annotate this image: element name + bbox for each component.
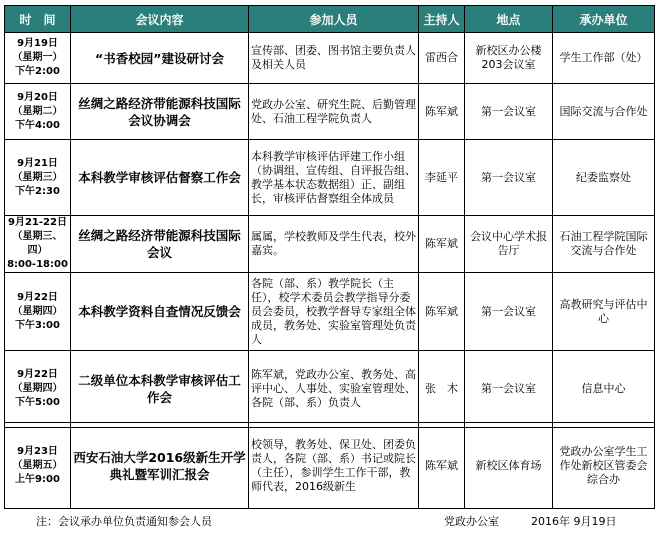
host-cell: 李延平 xyxy=(419,140,465,216)
table-row xyxy=(5,84,655,140)
time-cell xyxy=(5,216,71,273)
time-cell xyxy=(5,273,71,351)
place-cell: 第一会议室 xyxy=(465,351,553,428)
table-row xyxy=(5,140,655,216)
host-cell: 陈军斌 xyxy=(419,84,465,140)
attendees-cell: 宣传部、团委、图书馆主要负责人及相关人员 xyxy=(249,33,419,84)
organizer-cell: 党政办公室学生工作处新校区管委会综合办 xyxy=(553,423,655,509)
table-row xyxy=(5,351,655,428)
weekday: （星期三、四） xyxy=(12,231,63,256)
place-cell: 新校区体育场 xyxy=(465,423,553,509)
schedule-table xyxy=(4,5,655,428)
time-cell xyxy=(5,351,71,428)
meeting-cell: 西安石油大学2016级新生开学典礼暨军训汇报会 xyxy=(71,423,249,509)
weekday: （星期二） xyxy=(12,105,63,117)
clock-time: 8:00-18:00 xyxy=(7,259,68,270)
table-row xyxy=(5,423,655,509)
place-cell: 第一会议室 xyxy=(465,273,553,351)
meeting-cell: 丝绸之路经济带能源科技国际会议协调会 xyxy=(71,84,249,140)
footer-office: 党政办公室 xyxy=(444,515,499,528)
organizer-cell: 纪委监察处 xyxy=(553,140,655,216)
attendees-cell: 本科教学审核评估评建工作小组（协调组、宣传组、自评报告组、教学基本状态数据组）正、副组长，审核评估督察组全体成员 xyxy=(249,140,419,216)
date: 9月23日 xyxy=(17,445,58,457)
attendees-cell: 陈军斌，党政办公室、教务处、高评中心、人事处、实验室管理处、各院（部、系）负责人 xyxy=(249,351,419,428)
clock-time: 上午9:00 xyxy=(15,473,60,485)
weekday: （星期四） xyxy=(12,305,63,317)
header-row xyxy=(5,6,655,33)
place-cell: 新校区办公楼203会议室 xyxy=(465,33,553,84)
clock-time: 下午2:30 xyxy=(15,185,60,197)
header-time: 时 间 xyxy=(5,6,71,33)
attendees-cell: 各院（部、系）教学院长（主任），校学术委员会教学指导分委员会委员，校教学督导专家组全体成员，教务处、实验室管理处负责人 xyxy=(249,273,419,351)
clock-time: 下午5:00 xyxy=(15,397,60,408)
host-cell: 张 木 xyxy=(419,351,465,428)
attendees-cell: 党政办公室、研究生院、后勤管理处、石油工程学院负责人 xyxy=(249,84,419,140)
date: 9月21日 xyxy=(17,157,58,169)
time-cell xyxy=(5,423,71,509)
clock-time: 下午4:00 xyxy=(15,119,60,131)
header-meeting: 会议内容 xyxy=(71,6,249,33)
organizer-cell: 学生工作部（处） xyxy=(553,33,655,84)
host-cell: 陈军斌 xyxy=(419,423,465,509)
meeting-cell: 二级单位本科教学审核评估工作会 xyxy=(71,351,249,428)
meeting-cell: 丝绸之路经济带能源科技国际会议 xyxy=(71,216,249,273)
clock-time: 下午2:00 xyxy=(15,66,60,77)
table-row xyxy=(5,33,655,84)
organizer-cell: 国际交流与合作处 xyxy=(553,84,655,140)
date: 9月19日 xyxy=(17,38,58,49)
place-cell: 会议中心学术报告厅 xyxy=(465,216,553,273)
date: 9月21-22日 xyxy=(8,217,67,228)
place-cell: 第一会议室 xyxy=(465,140,553,216)
meeting-cell: 本科教学资料自查情况反馈会 xyxy=(71,273,249,351)
meeting-cell: “书香校园”建设研讨会 xyxy=(71,33,249,84)
weekday: （星期一） xyxy=(12,52,63,63)
time-cell xyxy=(5,33,71,84)
weekday: （星期五） xyxy=(12,459,63,471)
header-organizer: 承办单位 xyxy=(553,6,655,33)
date: 9月22日 xyxy=(17,291,58,303)
organizer-cell: 石油工程学院国际交流与合作处 xyxy=(553,216,655,273)
date: 9月22日 xyxy=(17,369,58,380)
organizer-cell: 高教研究与评估中心 xyxy=(553,273,655,351)
host-cell: 陈军斌 xyxy=(419,216,465,273)
header-place: 地点 xyxy=(465,6,553,33)
header-attendees: 参加人员 xyxy=(249,6,419,33)
attendees-cell: 属属，学校教师及学生代表，校外嘉宾。 xyxy=(249,216,419,273)
organizer-cell: 信息中心 xyxy=(553,351,655,428)
weekday: （星期四） xyxy=(12,383,63,394)
schedule-table-continued xyxy=(4,422,655,509)
date: 9月20日 xyxy=(17,91,58,103)
time-cell xyxy=(5,140,71,216)
table-row xyxy=(5,273,655,351)
host-cell: 陈军斌 xyxy=(419,273,465,351)
attendees-cell: 校领导，教务处、保卫处、团委负责人，各院（部、系）书记或院长（主任），参训学生工作干部，教师代表，2016级新生 xyxy=(249,423,419,509)
meeting-cell: 本科教学审核评估督察工作会 xyxy=(71,140,249,216)
place-cell: 第一会议室 xyxy=(465,84,553,140)
weekday: （星期三） xyxy=(12,171,63,183)
header-host: 主持人 xyxy=(419,6,465,33)
footer-date: 2016年 9月19日 xyxy=(531,515,617,528)
footer-note: 注：会议承办单位负责通知参会人员 xyxy=(36,515,212,528)
table-row xyxy=(5,216,655,273)
time-cell xyxy=(5,84,71,140)
host-cell: 雷西合 xyxy=(419,33,465,84)
clock-time: 下午3:00 xyxy=(15,319,60,331)
